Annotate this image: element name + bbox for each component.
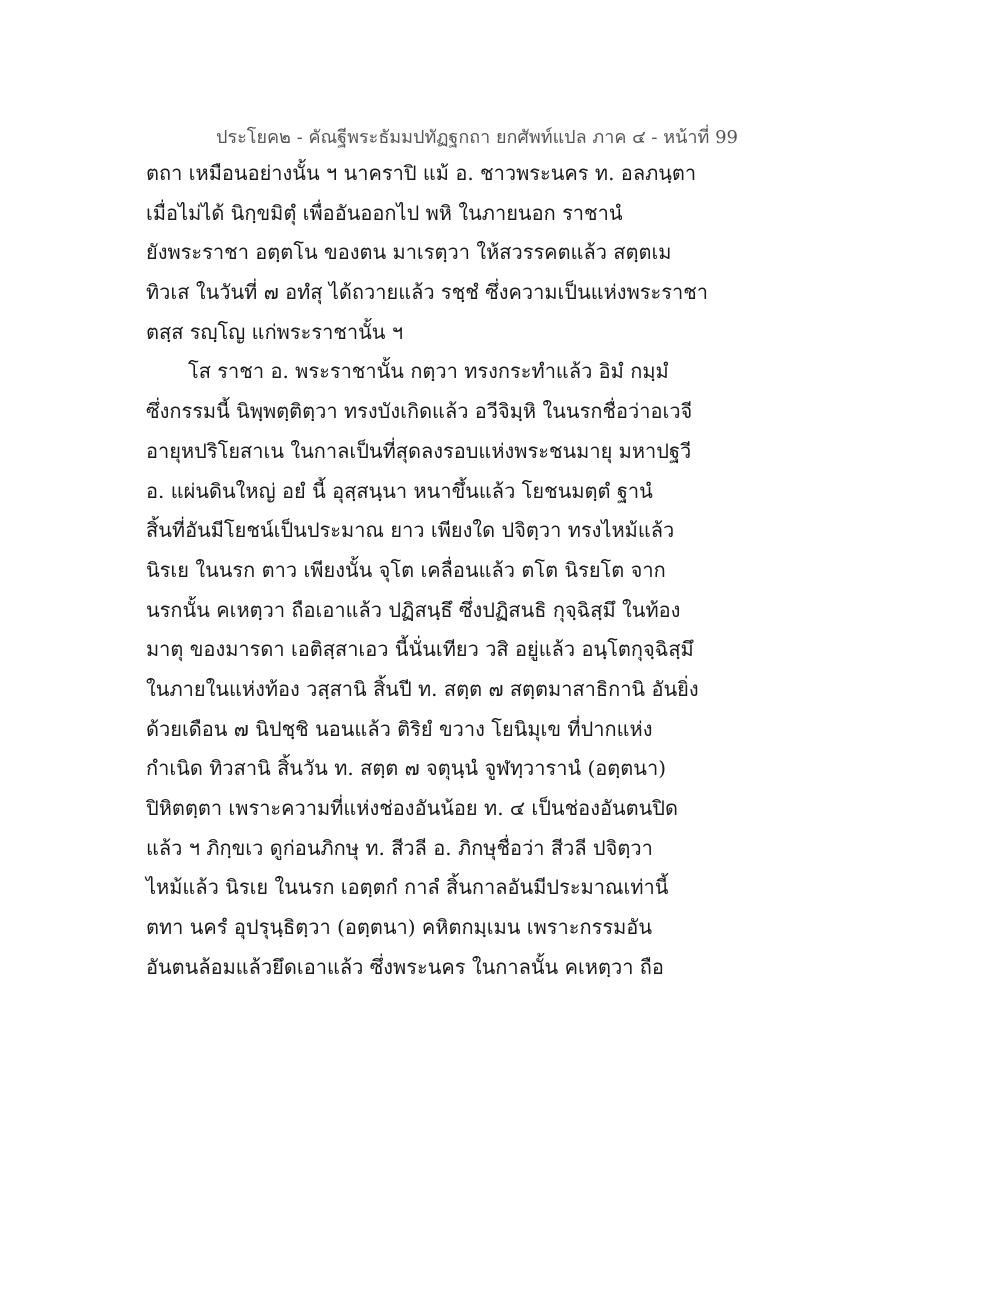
text-line-indented: โส ราชา อ. พระราชานั้น กตฺวา ทรงกระทำแล้ว อิมํ กมฺมํ bbox=[188, 359, 669, 384]
running-header: ประโยค๒ - คัณฐีพระธัมมปทัฏฐกถา ยกศัพท์แปล ภาค ๔ - หน้าที่ 99 bbox=[216, 127, 738, 148]
text-line: ตทา นครํ อุปรุนฺธิตฺวา (อตฺตนา) คหิตกมฺเมน เพราะกรรมอัน bbox=[146, 915, 652, 940]
text-line: ยังพระราชา อตฺตโน ของตน มาเรตฺวา ให้สวรรคตแล้ว สตฺตเม bbox=[146, 240, 672, 265]
text-line: ตถา เหมือนอย่างนั้น ฯ นาคราปิ แม้ อ. ชาวพระนคร ท. อลภนฺตา bbox=[146, 161, 697, 185]
text-line: ทิวเส ในวันที่ ๗ อทํสุ ได้ถวายแล้ว รชฺชํ ซึ่งความเป็นแห่งพระราชา bbox=[146, 280, 709, 305]
paragraph bbox=[146, 154, 746, 352]
text-line: ในภายในแห่งท้อง วสฺสานิ สิ้นปี ท. สตฺต ๗ สตฺตมาสาธิกานิ อันยิ่ง bbox=[146, 676, 699, 701]
body-text bbox=[146, 154, 746, 987]
text-line: นรกนั้น คเหตฺวา ถือเอาแล้ว ปฏิสนฺธึ ซึ่งปฏิสนธิ กุจฺฉิสฺมึ ในท้อง bbox=[146, 597, 681, 622]
text-line: อายุหปริโยสาเน ในกาลเป็นที่สุดลงรอบแห่งพระชนมายุ มหาปฐวี bbox=[146, 438, 692, 463]
paragraph bbox=[146, 352, 746, 987]
text-line: อันตนล้อมแล้วยึดเอาแล้ว ซึ่งพระนคร ในกาลนั้น คเหตฺวา ถือ bbox=[146, 954, 664, 979]
text-line: เมื่อไม่ได้ นิกฺขมิตุํ เพื่ออันออกไป พหิ ในภายนอก ราชานํ bbox=[146, 200, 623, 225]
text-line: มาตุ ของมารดา เอติสฺสาเอว นี้นั่นเทียว วสิ อยู่แล้ว อนฺโตกุจฺฉิสฺมึ bbox=[146, 637, 694, 662]
text-line: แล้ว ฯ ภิกฺขเว ดูก่อนภิกษุ ท. สีวลี อ. ภิกษุชื่อว่า สีวลี ปจิตฺวา bbox=[146, 835, 653, 860]
text-line: นิรเย ในนรก ตาว เพียงนั้น จุโต เคลื่อนแล้ว ตโต นิรยโต จาก bbox=[146, 557, 666, 582]
text-line: ตสฺส รญฺโญ แก่พระราชานั้น ฯ bbox=[146, 319, 404, 344]
text-line: ด้วยเดือน ๗ นิปชฺชิ นอนแล้ว ติริยํ ขวาง โยนิมุเข ที่ปากแห่ง bbox=[146, 716, 653, 741]
text-line: ไหม้แล้ว นิรเย ในนรก เอตฺตกํ กาลํ สิ้นกาลอันมีประมาณเท่านี้ bbox=[146, 875, 669, 900]
text-line: สิ้นที่อันมีโยชน์เป็นประมาณ ยาว เพียงใด ปจิตฺวา ทรงไหม้แล้ว bbox=[146, 518, 675, 543]
text-line: ปิหิตตฺตา เพราะความที่แห่งช่องอันน้อย ท. ๔ เป็นช่องอันตนปิด bbox=[146, 796, 678, 820]
text-line: กำเนิด ทิวสานิ สิ้นวัน ท. สตฺต ๗ จตุนฺนํ จูฬทฺวารานํ (อตฺตนา) bbox=[146, 756, 666, 781]
text-line: ซึ่งกรรมนี้ นิพฺพตฺติตฺวา ทรงบังเกิดแล้ว อวีจิมฺหิ ในนรกชื่อว่าอเวจี bbox=[146, 399, 693, 424]
text-line: อ. แผ่นดินใหญ่ อยํ นี้ อุสฺสนฺนา หนาขึ้นแล้ว โยชนมตฺตํ ฐานํ bbox=[146, 478, 653, 503]
